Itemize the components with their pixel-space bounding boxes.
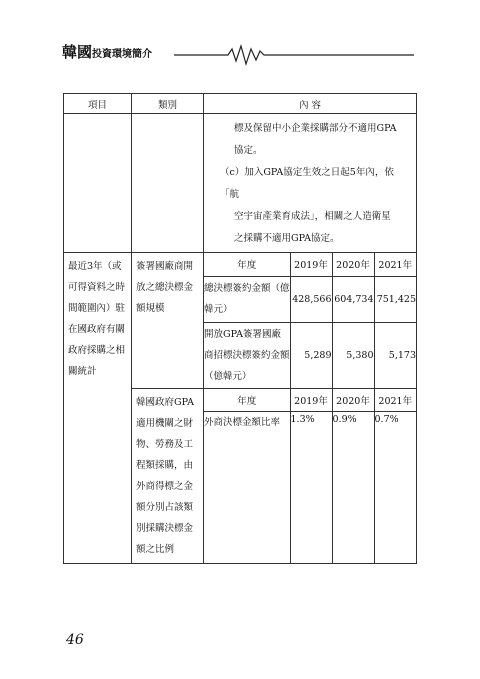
header-item: 項目 [64,94,132,114]
metric-label: 開放GPA簽署國廠商招標決標簽約金額（億韓元） [204,322,290,388]
note-line: 協定。 [234,145,263,156]
category-cell [132,253,204,389]
stats-subtable [204,389,416,563]
header-category: 類別 [132,94,204,114]
note-line: 之採購不適用GPA協定。 [234,233,340,244]
metric-value: 1.3% [290,411,332,563]
running-header [62,44,422,68]
category-text: 簽署國廠商開放之總決標金額規模 [136,261,194,314]
item-cell [64,253,132,564]
procurement-table [63,93,417,564]
metric-row [204,322,416,388]
note-line: 空宇宙產業育成法」，相關之人造衛星 [234,211,391,222]
year-label: 年度 [204,389,290,411]
metric-label: 總決標簽約金額（億韓元） [204,276,290,322]
metric-row [204,411,416,563]
metric-value: 0.9% [332,411,374,563]
metric-value: 5,380 [332,322,374,388]
metric-value: 428,566 [290,276,332,322]
stats-cell [204,389,417,564]
metric-value: 5,173 [374,322,416,388]
year-cell: 2020年 [332,253,374,276]
metric-value: 751,425 [374,276,416,322]
metric-value: 0.7% [374,411,416,563]
heartbeat-line-icon [62,44,422,68]
year-label: 年度 [204,253,290,276]
item-text: 最近3年（或可得資料之時間範圍內）駐在國政府有關政府採購之相關統計 [68,261,126,377]
category-text: 韓國政府GPA適用機關之財物、勞務及工程類採購，由外商得標之金額分別占該類別採購決標金額之比例 [136,397,194,555]
header-title-small: 投資環境簡介 [92,49,153,60]
note-line: 標及保留中小企業採購部分不適用GPA [234,123,397,134]
stats-cell [204,253,417,389]
content-note [204,114,417,253]
header-title-big: 韓國 [62,43,93,61]
year-cell: 2019年 [290,389,332,411]
table-row [64,253,417,389]
year-cell: 2020年 [332,389,374,411]
metric-label: 外商決標金額比率 [204,411,290,563]
metric-row [204,276,416,322]
year-row [204,389,416,411]
year-cell: 2021年 [374,389,416,411]
note-line: （c）加入GPA協定生效之日起5年內，依「航 [220,167,394,200]
header-content: 內 容 [204,94,417,114]
category-cell [132,389,204,564]
table-row [64,114,417,253]
year-cell: 2019年 [290,253,332,276]
year-cell: 2021年 [374,253,416,276]
table-header-row [64,94,417,114]
metric-value: 604,734 [332,276,374,322]
stats-subtable [204,253,416,388]
metric-value: 5,289 [290,322,332,388]
page-number: 46 [66,632,84,648]
year-row [204,253,416,276]
